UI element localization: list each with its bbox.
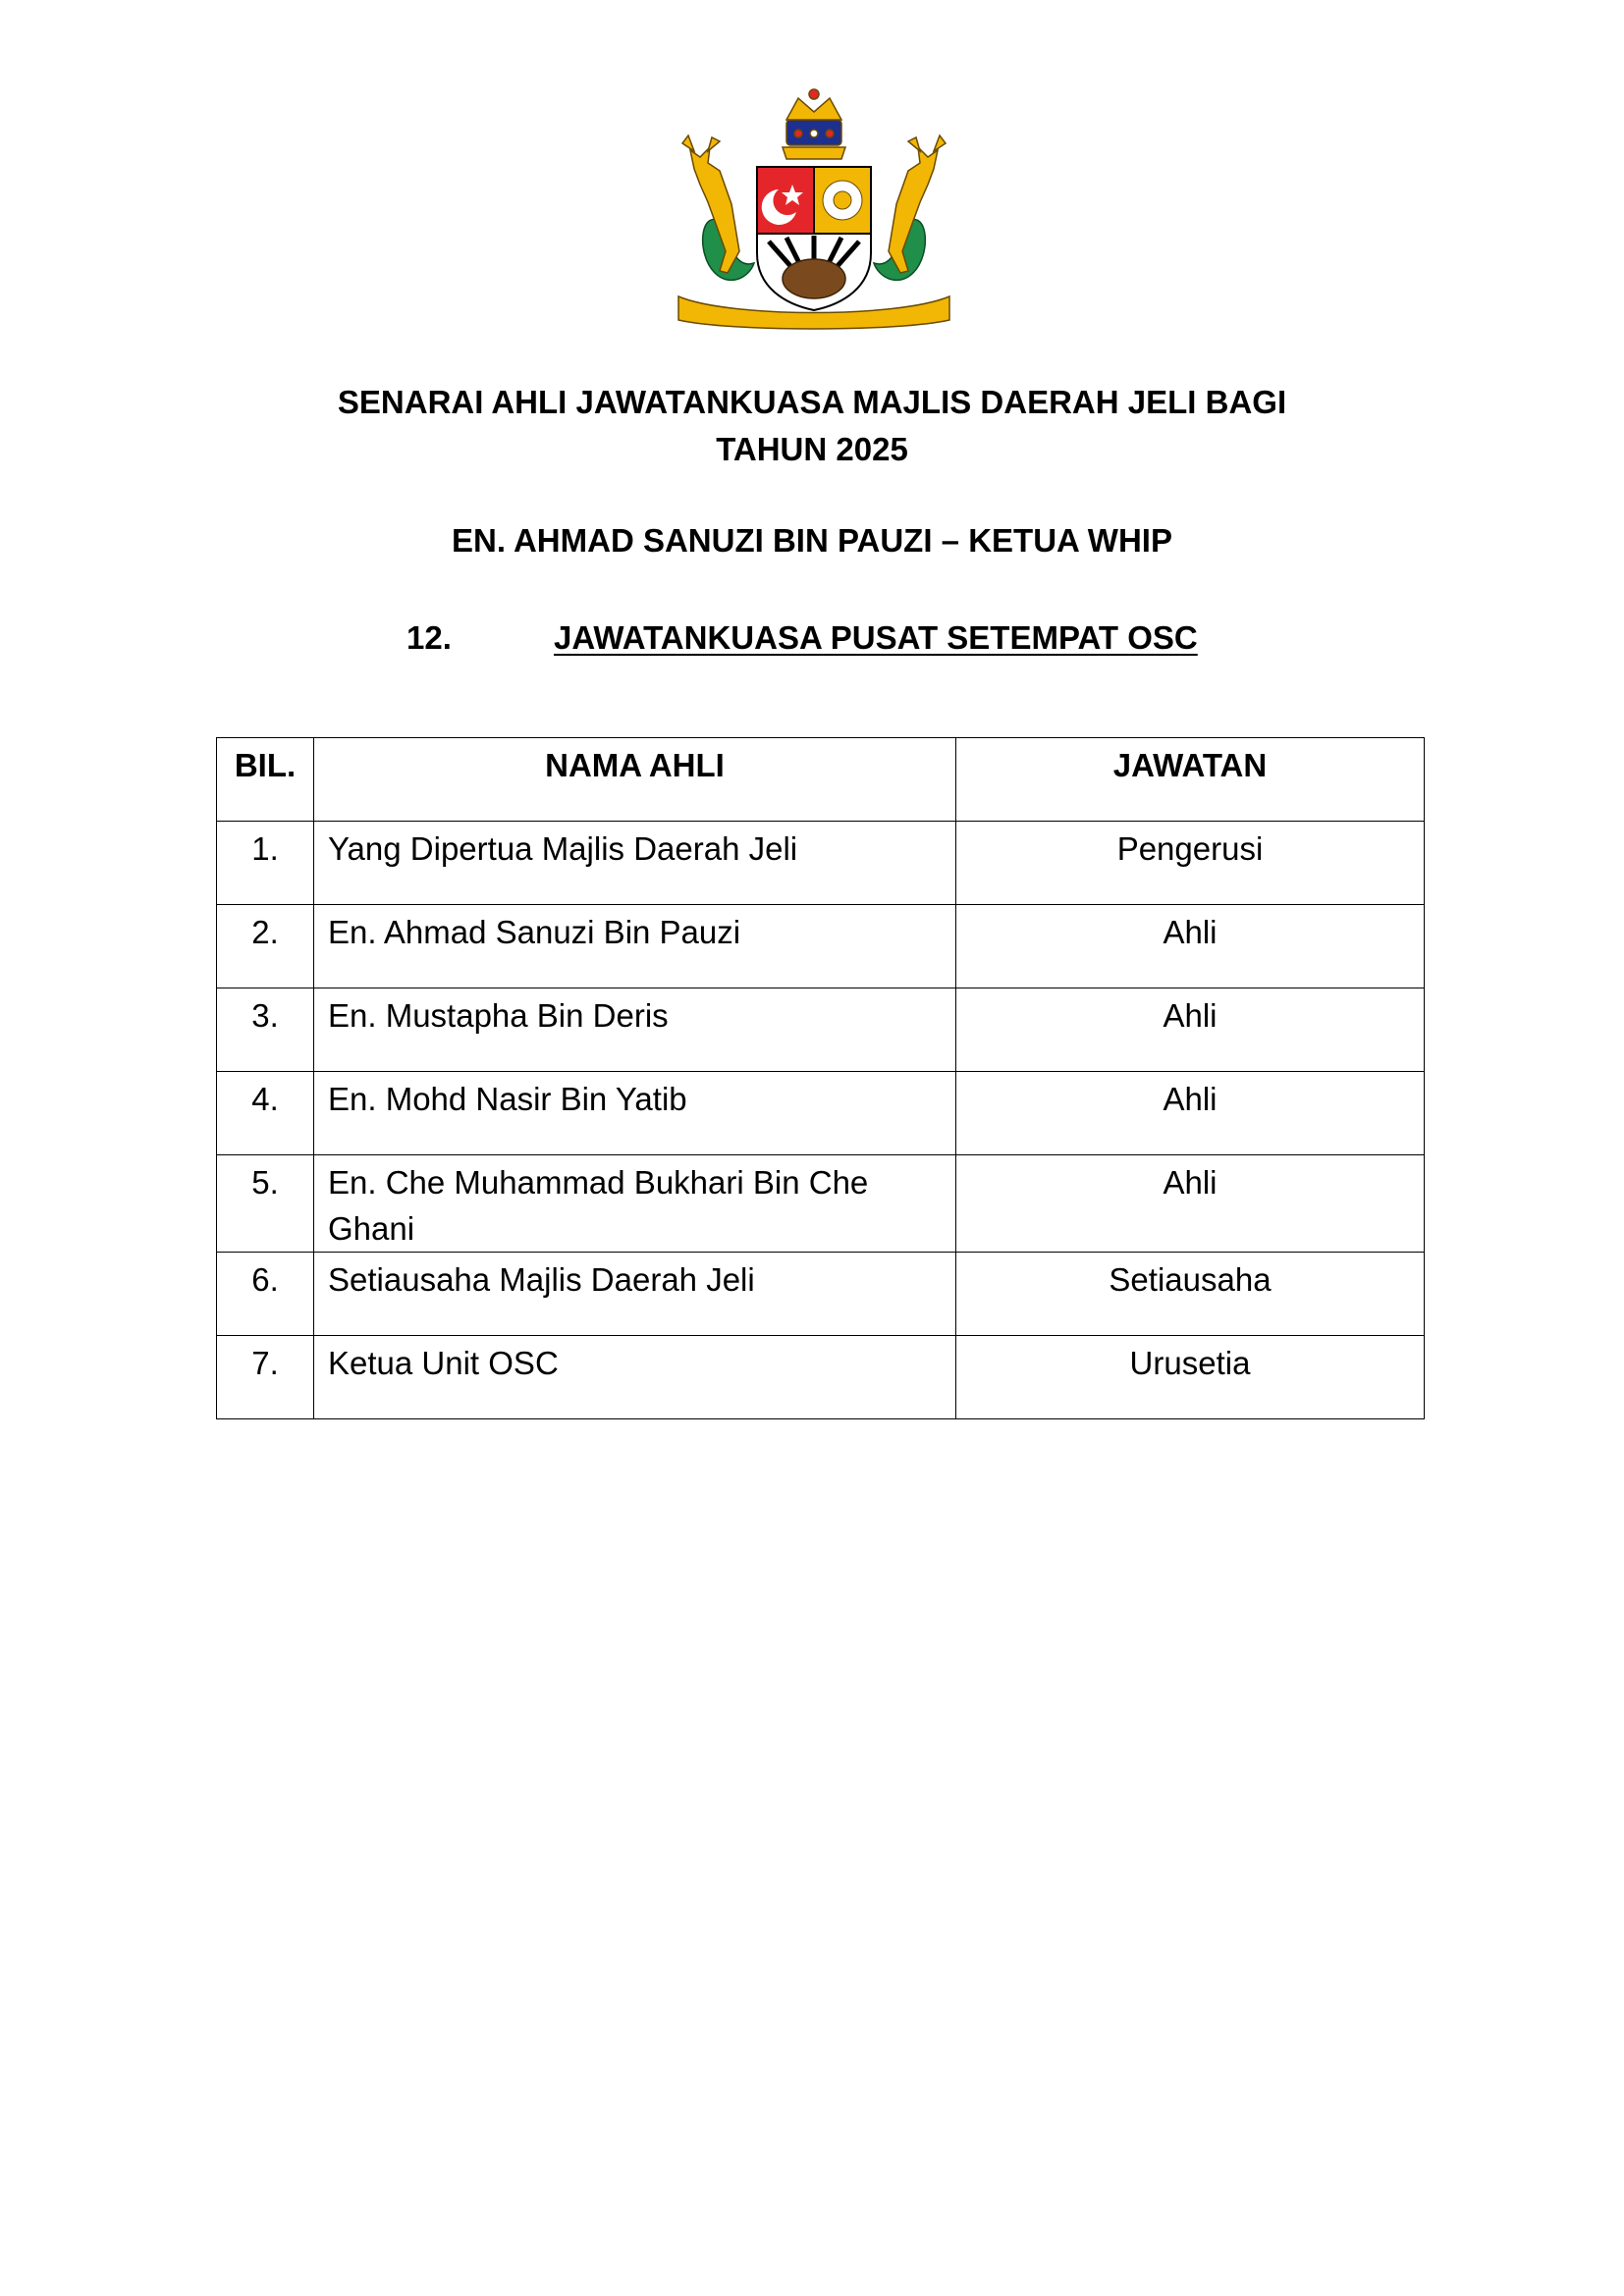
cell-jawatan: Ahli (956, 905, 1425, 988)
cell-jawatan: Ahli (956, 988, 1425, 1072)
table-row (217, 988, 1425, 1072)
title-line-2: TAHUN 2025 (716, 431, 908, 467)
cell-jawatan: Ahli (956, 1072, 1425, 1155)
members-table (216, 737, 1425, 1419)
cell-bil: 6. (217, 1253, 314, 1336)
table-row (217, 905, 1425, 988)
cell-bil: 3. (217, 988, 314, 1072)
table-row (217, 1336, 1425, 1419)
table-row (217, 1155, 1425, 1253)
cell-bil: 1. (217, 822, 314, 905)
cell-nama: En. Mustapha Bin Deris (314, 988, 956, 1072)
document-title (196, 379, 1428, 473)
ketua-whip-heading: EN. AHMAD SANUZI BIN PAUZI – KETUA WHIP (452, 522, 1172, 559)
section-number: 12. (406, 619, 452, 656)
table-row (217, 1072, 1425, 1155)
table-row (217, 1253, 1425, 1336)
section-title: JAWATANKUASA PUSAT SETEMPAT OSC (554, 619, 1198, 656)
cell-nama: En. Ahmad Sanuzi Bin Pauzi (314, 905, 956, 988)
cell-nama: Setiausaha Majlis Daerah Jeli (314, 1253, 956, 1336)
cell-jawatan: Ahli (956, 1155, 1425, 1253)
cell-nama: En. Che Muhammad Bukhari Bin Che Ghani (314, 1155, 956, 1253)
cell-jawatan: Setiausaha (956, 1253, 1425, 1336)
header-nama-ahli: NAMA AHLI (314, 738, 956, 822)
cell-bil: 4. (217, 1072, 314, 1155)
cell-bil: 7. (217, 1336, 314, 1419)
title-line-1: SENARAI AHLI JAWATANKUASA MAJLIS DAERAH JELI BAGI (337, 384, 1287, 420)
cell-nama: En. Mohd Nasir Bin Yatib (314, 1072, 956, 1155)
table-row (217, 822, 1425, 905)
header-jawatan: JAWATAN (956, 738, 1425, 822)
cell-bil: 2. (217, 905, 314, 988)
header-bil: BIL. (217, 738, 314, 822)
cell-jawatan: Pengerusi (956, 822, 1425, 905)
cell-jawatan: Urusetia (956, 1336, 1425, 1419)
cell-nama: Ketua Unit OSC (314, 1336, 956, 1419)
cell-bil: 5. (217, 1155, 314, 1253)
majlis-daerah-jeli-crest-icon (671, 86, 957, 332)
table-header-row (217, 738, 1425, 822)
cell-nama: Yang Dipertua Majlis Daerah Jeli (314, 822, 956, 905)
